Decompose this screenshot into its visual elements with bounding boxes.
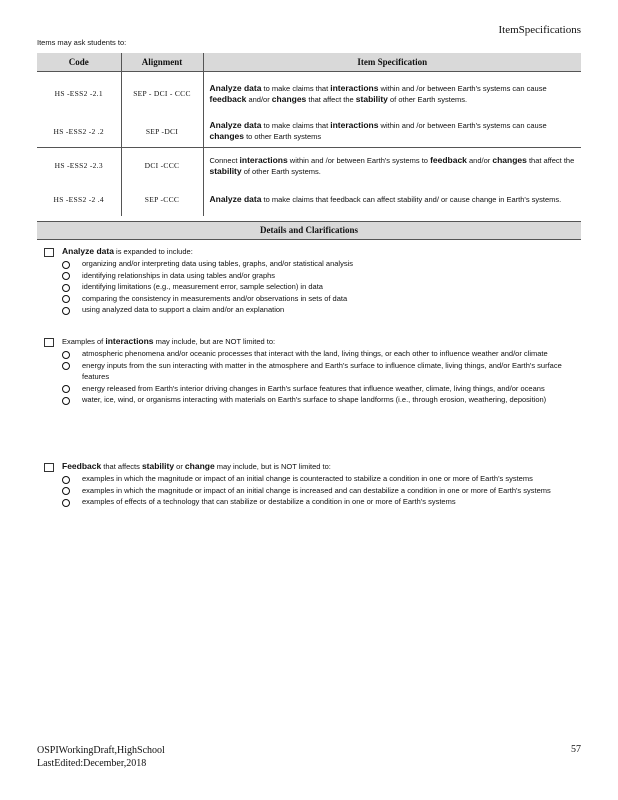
table-row (37, 116, 581, 148)
circle-bullet-icon (62, 362, 70, 370)
text-run: to make claims that feedback can affect stability and/ or cause change in Earth's systems. (261, 195, 562, 204)
text-run: within and /or between Earth's systems to (287, 155, 431, 165)
text-run: and/or (246, 94, 272, 104)
text-run: Examples of (62, 337, 106, 346)
list-item-text: using analyzed data to support a claim and/or an explanation (82, 305, 285, 314)
checkbox-bullet-icon (44, 338, 54, 347)
circle-bullet-icon (62, 385, 70, 393)
keyword: feedback (430, 154, 467, 165)
feedback-section (44, 459, 574, 508)
spec-cell (203, 148, 581, 184)
code-cell: HS -ESS2 -2.1 (37, 72, 121, 116)
footer-edited-line: LastEdited:December,2018 (37, 758, 147, 769)
list-item (62, 383, 574, 395)
text-run: and/or (466, 155, 493, 165)
bullet-list (44, 348, 574, 406)
list-item-text: examples in which the magnitude or impact of an initial change is increased and can destabilize a condition in one or more of Earth's systems (82, 485, 551, 495)
checkbox-bullet-icon (44, 463, 54, 472)
list-item-text: water, ice, wind, or organisms interacting with materials on Earth's surface to shape landforms (i.e., through erosion, weathering, deposition) (82, 395, 547, 404)
keyword: changes (492, 154, 527, 165)
list-item-text: comparing the consistency in measurements and/or observations in sets of data (82, 293, 348, 303)
running-head: ItemSpecifications (498, 24, 581, 36)
interactions-section (44, 334, 574, 406)
keyword: Analyze data (209, 120, 262, 131)
keyword: Analyze data (62, 246, 114, 256)
alignment-cell: SEP - DCI - CCC (121, 72, 203, 116)
analyze-data-section (44, 244, 574, 316)
bullet-list (44, 473, 574, 508)
text-run: to make claims that (261, 121, 331, 131)
table-row (37, 184, 581, 216)
list-item (62, 348, 574, 360)
footer-draft-line: OSPIWorkingDraft,HighSchool (37, 745, 165, 756)
intro-text: Items may ask students to: (37, 38, 127, 47)
list-item-text: examples of effects of a technology that can stabilize or destabilize a condition in one or more of Earth's systems (82, 497, 456, 506)
list-item-text: atmospheric phenomena and/or oceanic processes that interact with the land, living things, or each other to influence weather and/or climate (82, 349, 548, 358)
text-run: that affect the (306, 94, 356, 104)
keyword: change (184, 461, 215, 471)
circle-bullet-icon (62, 307, 70, 315)
list-item (62, 360, 574, 383)
spec-cell (203, 72, 581, 116)
circle-bullet-icon (62, 351, 70, 359)
list-item-text: examples in which the magnitude or impact of an initial change is counteracted to stabilize a condition in one or more of Earth's systems (82, 474, 533, 483)
list-item (62, 496, 574, 508)
keyword: changes (209, 131, 244, 142)
circle-bullet-icon (62, 261, 70, 269)
keyword: interactions (105, 336, 154, 346)
section-heading (44, 459, 574, 473)
alignment-cell: DCI -CCC (121, 148, 203, 184)
circle-bullet-icon (62, 476, 70, 484)
list-item (62, 473, 574, 485)
list-item (62, 270, 574, 282)
list-item (62, 281, 574, 293)
keyword: feedback (209, 93, 247, 104)
spec-header: Item Specification (203, 53, 581, 72)
text-run: is expanded to include: (113, 247, 193, 256)
list-item (62, 258, 574, 270)
text-run: may include, but are NOT limited to: (153, 337, 276, 346)
section-heading (44, 334, 574, 348)
keyword: changes (271, 93, 307, 104)
circle-bullet-icon (62, 284, 70, 292)
text-run: Connect (209, 155, 240, 165)
list-item-text: energy inputs from the sun interacting with matter in the atmosphere and Earth's surface to influence climate, living things, and/or Earth's surface features (82, 360, 562, 381)
code-cell: HS -ESS2 -2.3 (37, 148, 121, 184)
spec-cell (203, 184, 581, 216)
text-run: within and /or between Earth's systems can cause (378, 83, 547, 93)
details-title: Details and Clarifications (37, 221, 581, 240)
list-item-text: energy released from Earth's interior driving changes in Earth's surface features that influence weather, climate, living things, and/or oceans (82, 383, 545, 393)
text-run: of other Earth systems. (241, 166, 321, 176)
keyword: interactions (330, 82, 379, 93)
list-item-text: identifying limitations (e.g., measurement error, sample selection) in data (82, 282, 323, 291)
code-cell: HS -ESS2 -2 .4 (53, 195, 104, 204)
table-header-row (37, 53, 581, 72)
text-run: or (174, 462, 185, 471)
circle-bullet-icon (62, 272, 70, 280)
text-run: to make claims that (261, 83, 331, 93)
circle-bullet-icon (62, 295, 70, 303)
keyword: Analyze data (209, 82, 262, 93)
table-row (37, 148, 581, 184)
alignment-cell: SEP -DCI (121, 116, 203, 148)
list-item-text: identifying relationships in data using tables and/or graphs (82, 270, 276, 280)
text-run: that affects (101, 462, 142, 471)
list-item (62, 304, 574, 316)
spec-cell (203, 116, 581, 148)
keyword: Analyze data (209, 194, 262, 204)
bullet-list (44, 258, 574, 316)
circle-bullet-icon (62, 487, 70, 495)
text-run: may include, but is NOT limited to: (214, 462, 331, 471)
text-run: within and /or between Earth's systems can cause (378, 121, 547, 131)
list-item (62, 485, 574, 497)
section-heading (44, 244, 574, 258)
list-item (62, 293, 574, 305)
circle-bullet-icon (62, 499, 70, 507)
text-run: that affect the (526, 155, 575, 165)
list-item-text: organizing and/or interpreting data using tables, graphs, and/or statistical analysis (82, 259, 353, 268)
checkbox-bullet-icon (44, 248, 54, 257)
keyword: interactions (239, 154, 288, 165)
item-spec-table (37, 53, 581, 216)
keyword: stability (209, 165, 242, 176)
text-run: to other Earth systems (244, 132, 322, 142)
circle-bullet-icon (62, 397, 70, 405)
footer (37, 744, 165, 770)
keyword: Feedback (62, 461, 102, 471)
code-cell: HS -ESS2 -2 .2 (53, 126, 104, 136)
table-row (37, 72, 581, 116)
code-header: Code (37, 53, 121, 72)
keyword: interactions (330, 120, 379, 131)
text-run: of other Earth systems. (387, 94, 468, 104)
page-number: 57 (571, 744, 581, 755)
list-item (62, 394, 574, 406)
alignment-cell: SEP -CCC (121, 184, 203, 216)
alignment-header: Alignment (121, 53, 203, 72)
keyword: stability (355, 93, 388, 104)
keyword: stability (141, 461, 175, 471)
